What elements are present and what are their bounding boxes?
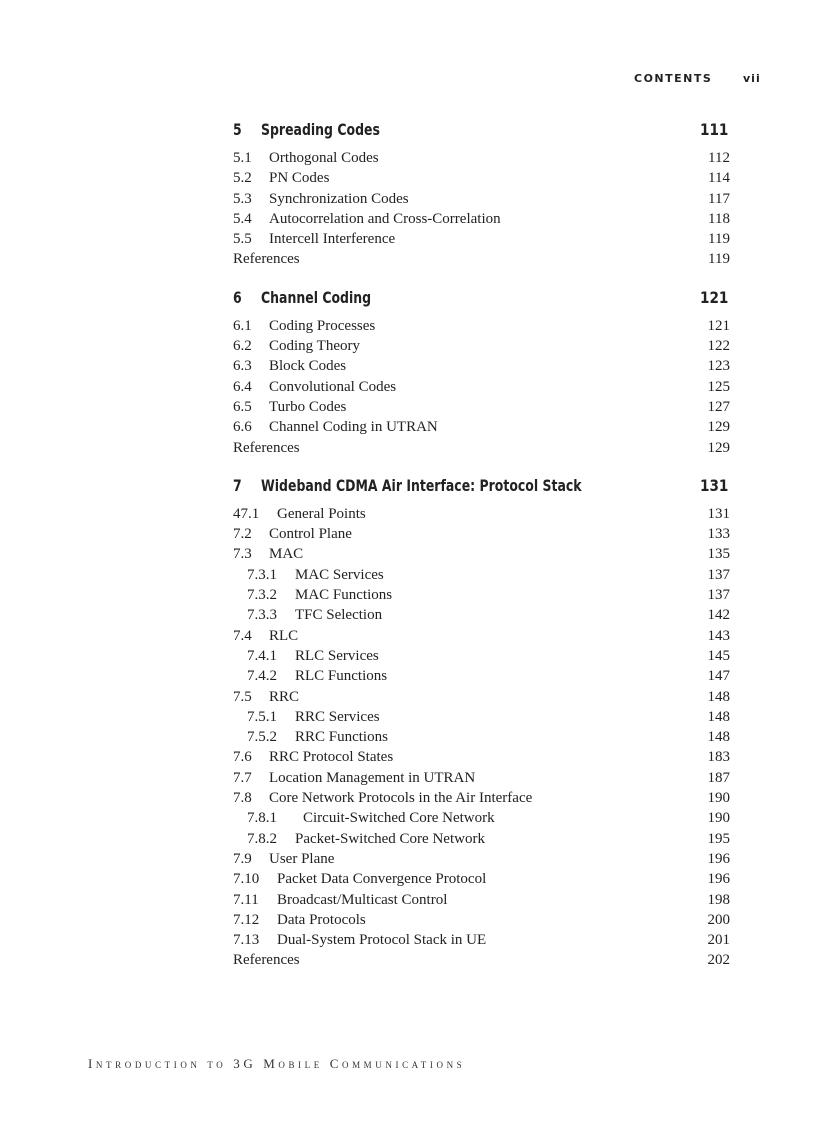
entry-page: 196 xyxy=(707,871,730,888)
entry-title: MAC xyxy=(269,546,304,563)
toc-entry[interactable] xyxy=(233,890,730,910)
toc-entry[interactable] xyxy=(233,397,730,417)
entry-page: 196 xyxy=(707,850,730,867)
entry-title: RRC Functions xyxy=(295,729,388,746)
entry-page: 198 xyxy=(707,891,730,908)
entry-title: Packet Data Convergence Protocol xyxy=(277,871,487,888)
entry-number: 7.5.1 xyxy=(247,708,277,725)
entry-number: 7.4.2 xyxy=(247,668,277,685)
chapter-section xyxy=(233,118,730,270)
entry-title: Control Plane xyxy=(269,526,352,543)
toc-entry[interactable] xyxy=(233,229,730,249)
entry-page: 121 xyxy=(707,317,730,334)
entry-title: Turbo Codes xyxy=(269,398,347,415)
entry-page: 129 xyxy=(707,439,730,456)
entry-page: 183 xyxy=(707,749,730,766)
entry-page: 200 xyxy=(707,911,730,928)
entry-page: 118 xyxy=(708,210,730,227)
entry-number: 5.1 xyxy=(233,150,252,166)
entry-page: 142 xyxy=(707,607,730,624)
entry-number: 7.11 xyxy=(233,891,259,908)
entry-title: Coding Processes xyxy=(269,317,376,334)
toc-entry[interactable] xyxy=(233,707,730,727)
entry-page: 195 xyxy=(707,830,730,847)
toc-entry[interactable] xyxy=(233,727,730,747)
entry-page: 137 xyxy=(707,566,730,583)
entry-number: 7.2 xyxy=(233,526,252,543)
entry-title: MAC Functions xyxy=(295,587,393,604)
entry-page: 123 xyxy=(707,358,730,375)
entry-title: Channel Coding in UTRAN xyxy=(269,419,438,436)
entry-page: 129 xyxy=(707,419,730,436)
entry-number: 7.9 xyxy=(233,850,252,867)
toc-entry[interactable] xyxy=(233,747,730,767)
toc-entry[interactable] xyxy=(233,168,730,188)
entry-title: Convolutional Codes xyxy=(269,378,397,395)
toc-entry[interactable] xyxy=(233,666,730,686)
table-of-contents xyxy=(233,118,730,987)
entry-page: 131 xyxy=(707,505,730,522)
entry-number: 7.5 xyxy=(233,688,252,705)
entry-page: 145 xyxy=(707,647,730,664)
entry-title: Block Codes xyxy=(269,358,347,375)
chapter-page: 131 xyxy=(699,475,728,495)
entry-title: Packet-Switched Core Network xyxy=(295,830,485,847)
entry-page: 148 xyxy=(707,708,730,725)
toc-entry[interactable] xyxy=(233,356,730,376)
page-number: vii xyxy=(743,72,761,85)
chapter-heading[interactable] xyxy=(233,474,730,500)
entry-title: Synchronization Codes xyxy=(269,190,409,207)
toc-entry[interactable] xyxy=(233,768,730,788)
chapter-section xyxy=(233,286,730,458)
entry-number: 6.6 xyxy=(233,419,252,436)
entry-number: 7.13 xyxy=(233,932,260,949)
entry-number: 5.4 xyxy=(233,210,252,227)
entry-title: Location Management in UTRAN xyxy=(269,769,476,786)
chapter-number: 7 xyxy=(233,475,242,495)
toc-entry[interactable] xyxy=(233,869,730,889)
entry-page: 190 xyxy=(707,790,730,807)
toc-entry[interactable] xyxy=(233,829,730,849)
entry-title: Circuit-Switched Core Network xyxy=(303,810,495,827)
toc-entry[interactable] xyxy=(233,504,730,524)
toc-entry[interactable] xyxy=(233,910,730,930)
toc-entry[interactable] xyxy=(233,585,730,605)
entry-title: Coding Theory xyxy=(269,338,360,355)
entry-title: Intercell Interference xyxy=(269,231,396,248)
entry-number: 6.2 xyxy=(233,338,252,355)
entry-page: 190 xyxy=(707,810,730,827)
book-title-footer: Introduction to 3G Mobile Communications xyxy=(88,1056,466,1071)
entry-title: Data Protocols xyxy=(277,911,366,928)
toc-entry[interactable] xyxy=(233,605,730,625)
toc-entry[interactable] xyxy=(233,849,730,869)
entry-page: 147 xyxy=(707,668,730,685)
entry-title: General Points xyxy=(277,505,366,522)
entry-page: 187 xyxy=(707,769,730,786)
entry-page: 201 xyxy=(707,932,730,949)
entry-page: 112 xyxy=(708,150,730,166)
entry-number: 6.4 xyxy=(233,378,252,395)
entry-page: 125 xyxy=(707,378,730,395)
entry-number: 7.12 xyxy=(233,911,260,928)
entry-title: RRC Services xyxy=(295,708,380,725)
entry-page: 119 xyxy=(708,231,730,248)
toc-references[interactable] xyxy=(233,438,730,458)
entry-title: References xyxy=(233,439,300,456)
chapter-title: Spreading Codes xyxy=(261,120,380,139)
entry-title: References xyxy=(233,251,300,268)
entry-page: 117 xyxy=(708,190,730,207)
toc-entry[interactable] xyxy=(233,930,730,950)
entry-title: Autocorrelation and Cross-Correlation xyxy=(269,210,501,227)
entry-page: 137 xyxy=(707,587,730,604)
toc-references[interactable] xyxy=(233,950,730,970)
entry-page: 133 xyxy=(707,526,730,543)
toc-entry[interactable] xyxy=(233,808,730,828)
toc-entry[interactable] xyxy=(233,316,730,336)
toc-entry[interactable] xyxy=(233,189,730,209)
entry-number: 7.8.1 xyxy=(247,810,277,827)
entry-page: 119 xyxy=(708,251,730,268)
entry-number: 7.4 xyxy=(233,627,252,644)
entry-number: 7.3 xyxy=(233,546,252,563)
toc-entry[interactable] xyxy=(233,788,730,808)
entry-title: References xyxy=(233,952,300,969)
entry-title: Orthogonal Codes xyxy=(269,150,379,166)
toc-entry[interactable] xyxy=(233,377,730,397)
toc-entry[interactable] xyxy=(233,209,730,229)
entry-number: 6.3 xyxy=(233,358,252,375)
entry-title: PN Codes xyxy=(269,170,330,187)
entry-number: 5.3 xyxy=(233,190,252,207)
toc-entry[interactable] xyxy=(233,646,730,666)
running-header xyxy=(0,72,816,88)
entry-page: 148 xyxy=(707,688,730,705)
chapter-heading[interactable] xyxy=(233,286,730,312)
entry-title: TFC Selection xyxy=(295,607,383,624)
chapter-page: 111 xyxy=(699,120,728,139)
entry-number: 7.6 xyxy=(233,749,252,766)
entry-page: 127 xyxy=(707,398,730,415)
entry-number: 7.3.2 xyxy=(247,587,277,604)
chapter-number: 6 xyxy=(233,287,242,307)
toc-entry[interactable] xyxy=(233,626,730,646)
entry-number: 5.2 xyxy=(233,170,252,187)
chapter-title: Channel Coding xyxy=(261,287,372,307)
entry-number: 7.4.1 xyxy=(247,647,277,664)
entry-number: 7.8 xyxy=(233,790,252,807)
entry-number: 7.8.2 xyxy=(247,830,277,847)
entry-title: RLC Services xyxy=(295,647,379,664)
toc-entry[interactable] xyxy=(233,148,730,168)
entry-number: 7.7 xyxy=(233,769,252,786)
entry-page: 114 xyxy=(708,170,730,187)
entry-title: RLC Functions xyxy=(295,668,388,685)
toc-entry[interactable] xyxy=(233,687,730,707)
section-label: CONTENTS xyxy=(634,72,713,85)
chapter-title: Wideband CDMA Air Interface: Protocol Stack xyxy=(261,475,582,495)
toc-entry[interactable] xyxy=(233,544,730,564)
entry-number: 5.5 xyxy=(233,231,252,248)
entry-number: 7.10 xyxy=(233,871,260,888)
entry-title: RRC xyxy=(269,688,300,705)
entry-title: MAC Services xyxy=(295,566,384,583)
entry-number: 6.5 xyxy=(233,398,252,415)
entry-page: 122 xyxy=(707,338,730,355)
entry-page: 202 xyxy=(707,952,730,969)
chapter-heading[interactable] xyxy=(233,118,730,144)
entry-number: 6.1 xyxy=(233,317,252,334)
entry-page: 148 xyxy=(707,729,730,746)
entry-number: 7.5.2 xyxy=(247,729,277,746)
entry-title: User Plane xyxy=(269,850,335,867)
entry-page: 135 xyxy=(707,546,730,563)
entry-page: 143 xyxy=(707,627,730,644)
entry-title: Core Network Protocols in the Air Interface xyxy=(269,790,533,807)
chapter-number: 5 xyxy=(233,120,242,139)
chapter-page: 121 xyxy=(699,287,728,307)
entry-title: Dual-System Protocol Stack in UE xyxy=(277,932,487,949)
toc-references[interactable] xyxy=(233,249,730,269)
entry-title: RLC xyxy=(269,627,299,644)
entry-number: 7.3.3 xyxy=(247,607,277,624)
toc-entry[interactable] xyxy=(233,417,730,437)
entry-number: 47.1 xyxy=(233,505,260,522)
toc-entry[interactable] xyxy=(233,336,730,356)
entry-number: 7.3.1 xyxy=(247,566,277,583)
toc-entry[interactable] xyxy=(233,565,730,585)
chapter-section xyxy=(233,474,730,971)
toc-entry[interactable] xyxy=(233,524,730,544)
entry-title: RRC Protocol States xyxy=(269,749,394,766)
entry-title: Broadcast/Multicast Control xyxy=(277,891,448,908)
